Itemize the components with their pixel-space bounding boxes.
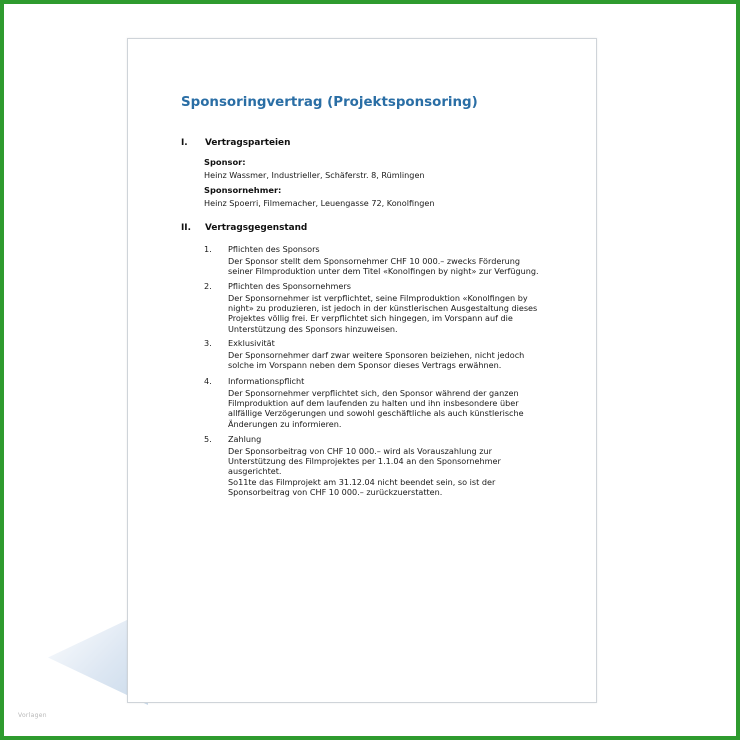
item-line: Sponsorbeitrag von CHF 10 000.– zurückzuerstatten.: [228, 486, 443, 497]
section-title: Vertragsgegenstand: [205, 223, 308, 233]
section-number: I.: [181, 138, 188, 148]
section-heading-2: [181, 223, 307, 233]
item-number: 3.: [204, 338, 212, 348]
item-body: [228, 256, 573, 276]
sponsor-label: Sponsor:: [204, 157, 246, 167]
item-line: night» zu produzieren, ist jedoch in der künstlerischen Ausgestaltung dieses: [228, 303, 538, 314]
item-title: Pflichten des Sponsors: [228, 244, 320, 254]
item-title: Zahlung: [228, 434, 262, 444]
item-number: 4.: [204, 376, 212, 386]
item-body: [228, 350, 573, 370]
item-line: Unterstützung des Sponsors hinzuweisen.: [228, 323, 398, 334]
item-line: Der Sponsor stellt dem Sponsornehmer CHF 10 000.– zwecks Förderung: [228, 256, 521, 266]
item-line: Unterstützung des Filmprojektes per 1.1.04 an den Sponsornehmer: [228, 456, 501, 467]
item-body: [228, 388, 573, 429]
item-body: [228, 293, 573, 334]
section-title: Vertragsparteien: [205, 138, 291, 148]
item-number: 5.: [204, 434, 212, 444]
document-title: Sponsoringvertrag (Projektsponsoring): [181, 95, 478, 110]
item-line: solche im Vorspann neben dem Sponsor dieses Vertrags erwähnen.: [228, 360, 502, 371]
item-line: Der Sponsornehmer ist verpflichtet, seine Filmproduktion «Konolfingen by: [228, 293, 528, 303]
item-line: So11te das Filmprojekt am 31.12.04 nicht beendet sein, so ist der: [228, 476, 496, 487]
item-line: Filmproduktion auf dem laufenden zu halten und ihn insbesondere über: [228, 398, 519, 409]
item-title: Exklusivität: [228, 338, 275, 348]
item-line: Änderungen zu informieren.: [228, 418, 342, 429]
watermark-text: Vorlagen: [18, 712, 47, 719]
section-number: II.: [181, 223, 191, 233]
sponsornehmer-value: Heinz Spoerri, Filmemacher, Leuengasse 72, Konolfingen: [204, 198, 435, 208]
sponsornehmer-label: Sponsornehmer:: [204, 185, 282, 195]
item-body: [228, 446, 573, 497]
section-heading-1: [181, 138, 290, 148]
item-line: seiner Filmproduktion unter dem Titel «Konolfingen by night» zur Verfügung.: [228, 266, 539, 277]
item-number: 2.: [204, 281, 212, 291]
item-line: Der Sponsornehmer verpflichtet sich, den Sponsor während der ganzen: [228, 388, 519, 398]
item-line: Der Sponsornehmer darf zwar weitere Sponsoren beiziehen, nicht jedoch: [228, 350, 525, 360]
item-title: Informationspflicht: [228, 376, 305, 386]
item-line: allfällige Verzögerungen und sowohl geschäftliche als auch künstlerische: [228, 408, 524, 419]
item-line: Projektes völlig frei. Er verpflichtet sich hingegen, im Vorspann auf die: [228, 313, 513, 324]
item-line: Der Sponsorbeitrag von CHF 10 000.– wird als Vorauszahlung zur: [228, 446, 492, 456]
sponsor-value: Heinz Wassmer, Industrieller, Schäferstr. 8, Rümlingen: [204, 170, 425, 180]
item-title: Pflichten des Sponsornehmers: [228, 281, 351, 291]
document-page: [127, 38, 597, 703]
item-number: 1.: [204, 244, 212, 254]
item-line: ausgerichtet.: [228, 466, 282, 477]
